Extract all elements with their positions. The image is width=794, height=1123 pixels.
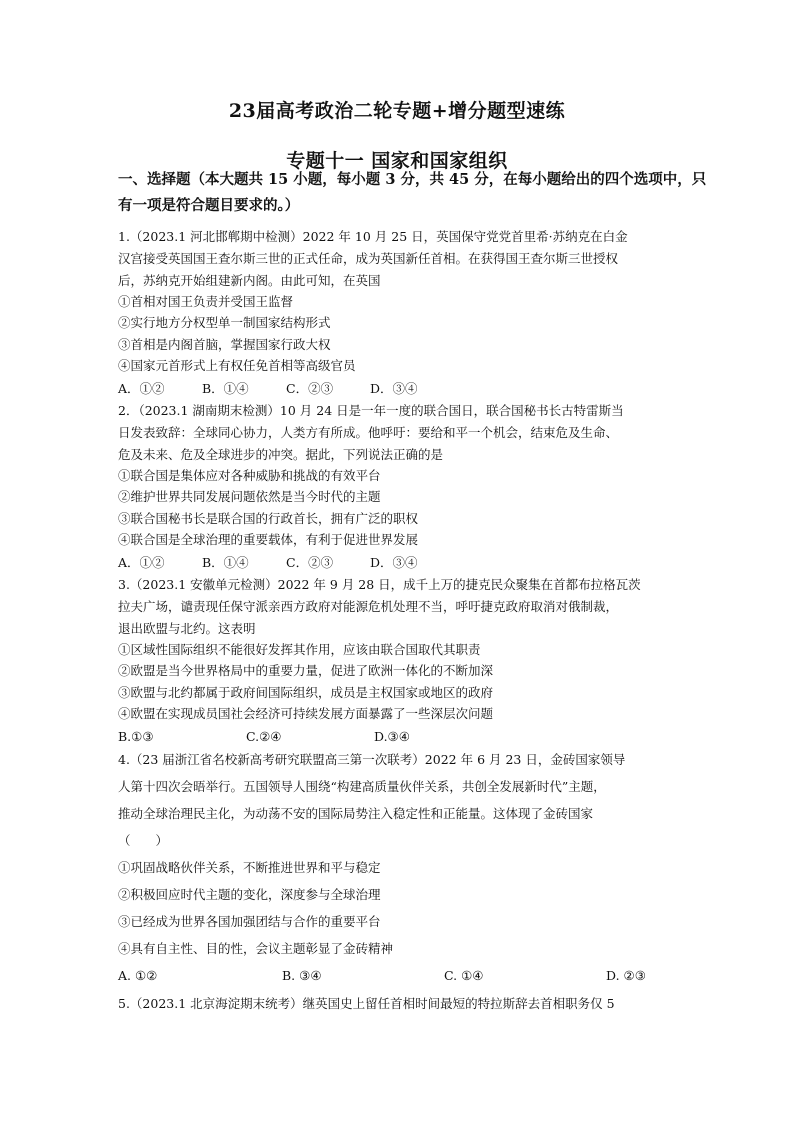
- q2-stem-line-2: 日发表致辞：全球同心协力，人类方有所成。他呼吁：要给和平一个机会，结束危及生命、: [118, 425, 619, 440]
- q2-stem-line-1: 2．（2023.1 湖南期末检测）10 月 24 日是一年一度的联合国日，联合国秘书长古特雷斯当: [118, 403, 624, 418]
- q2-option-c[interactable]: C．②③: [286, 555, 334, 570]
- q1-option-a[interactable]: A．①②: [118, 381, 165, 396]
- q4-option-a[interactable]: A. ①②: [118, 968, 158, 983]
- q1-option-d[interactable]: D．③④: [370, 381, 418, 396]
- q2-stem-line-3: 危及未来、危及全球进步的冲突。据此，下列说法正确的是: [118, 447, 444, 462]
- q2-option-d[interactable]: D．③④: [370, 555, 418, 570]
- q4-stem-line-3: 推动全球治理民主化，为动荡不安的国际局势注入稳定性和正能量。这体现了金砖国家: [118, 806, 594, 821]
- q2-options: [118, 555, 678, 571]
- q1-item-3: ③首相是内阁首脑，掌握国家行政大权: [118, 337, 331, 352]
- q4-stem-line-1: 4.（23 届浙江省名校新高考研究联盟高三第一次联考）2022 年 6 月 23 日，金砖国家领导: [118, 752, 626, 767]
- q3-options: [118, 729, 678, 745]
- section-heading-line-2: 有一项是符合题目要求的。）: [118, 197, 300, 214]
- q3-stem-line-1: 3.（2023.1 安徽单元检测）2022 年 9 月 28 日，成千上万的捷克民众聚集在首都布拉格瓦茨: [118, 577, 641, 592]
- q2-item-2: ②维护世界共同发展问题依然是当今时代的主题: [118, 489, 381, 504]
- q1-stem-line-3: 后，苏纳克开始组建新内阁。由此可知，在英国: [118, 273, 381, 288]
- q4-item-4: ④具有自主性、目的性，会议主题彰显了金砖精神: [118, 941, 394, 956]
- q1-item-2: ②实行地方分权型单一制国家结构形式: [118, 315, 331, 330]
- q2-item-1: ①联合国是集体应对各种威胁和挑战的有效平台: [118, 468, 381, 483]
- q5-stem-line-1: 5.（2023.1 北京海淀期末统考）继英国史上留任首相时间最短的特拉斯辞去首相职务仅 5: [118, 996, 615, 1011]
- q2-option-b[interactable]: B．①④: [202, 555, 249, 570]
- document-subtitle: 专题十一 国家和国家组织: [286, 150, 508, 172]
- q3-option-c[interactable]: C.②④: [246, 729, 282, 744]
- document-title: 23届高考政治二轮专题+增分题型速练: [228, 100, 566, 122]
- q1-option-b[interactable]: B．①④: [202, 381, 249, 396]
- q3-item-1: ①区域性国际组织不能很好发挥其作用，应该由联合国取代其职责: [118, 642, 481, 657]
- q3-option-b[interactable]: B.①③: [118, 729, 154, 744]
- q4-options: [118, 968, 678, 984]
- q2-item-4: ④联合国是全球治理的重要载体，有利于促进世界发展: [118, 532, 419, 547]
- q3-option-d[interactable]: D.③④: [374, 729, 410, 744]
- q3-stem-line-3: 退出欧盟与北约。这表明: [118, 621, 256, 636]
- q2-item-3: ③联合国秘书长是联合国的行政首长，拥有广泛的职权: [118, 511, 419, 526]
- q3-item-2: ②欧盟是当今世界格局中的重要力量，促进了欧洲一体化的不断加深: [118, 663, 494, 678]
- q1-item-4: ④国家元首形式上有权任免首相等高级官员: [118, 358, 356, 373]
- q1-item-1: ①首相对国王负责并受国王监督: [118, 294, 294, 309]
- q4-option-d[interactable]: D. ②③: [606, 968, 646, 983]
- q2-option-a[interactable]: A．①②: [118, 555, 165, 570]
- q4-item-1: ①巩固战略伙伴关系，不断推进世界和平与稳定: [118, 860, 381, 875]
- q4-option-b[interactable]: B. ③④: [282, 968, 322, 983]
- q4-option-c[interactable]: C. ①④: [444, 968, 484, 983]
- q4-item-3: ③已经成为世界各国加强团结与合作的重要平台: [118, 914, 381, 929]
- q1-option-c[interactable]: C．②③: [286, 381, 334, 396]
- q1-stem-line-2: 汉宫接受英国国王查尔斯三世的正式任命，成为英国新任首相。在获得国王查尔斯三世授权: [118, 251, 619, 266]
- q4-answer-blank: （ ）: [118, 833, 169, 848]
- q1-stem-line-1: 1.（2023.1 河北邯郸期中检测）2022 年 10 月 25 日，英国保守党党首里希·苏纳克在白金: [118, 229, 628, 244]
- q4-stem-line-2: 人第十四次会晤举行。五国领导人围绕“构建高质量伙伴关系，共创全发展新时代”主题，: [118, 779, 606, 794]
- q3-item-3: ③欧盟与北约都属于政府间国际组织，成员是主权国家或地区的政府: [118, 685, 494, 700]
- q4-item-2: ②积极回应时代主题的变化，深度参与全球治理: [118, 887, 381, 902]
- q3-stem-line-2: 拉夫广场，谴责现任保守派亲西方政府对能源危机处理不当，呼吁捷克政府取消对俄制裁，: [118, 599, 619, 614]
- q3-item-4: ④欧盟在实现成员国社会经济可持续发展方面暴露了一些深层次问题: [118, 706, 494, 721]
- section-heading-line-1: 一、选择题（本大题共 15 小题，每小题 3 分，共 45 分，在每小题给出的四个选项中，只: [118, 171, 707, 188]
- q1-options: [118, 381, 678, 397]
